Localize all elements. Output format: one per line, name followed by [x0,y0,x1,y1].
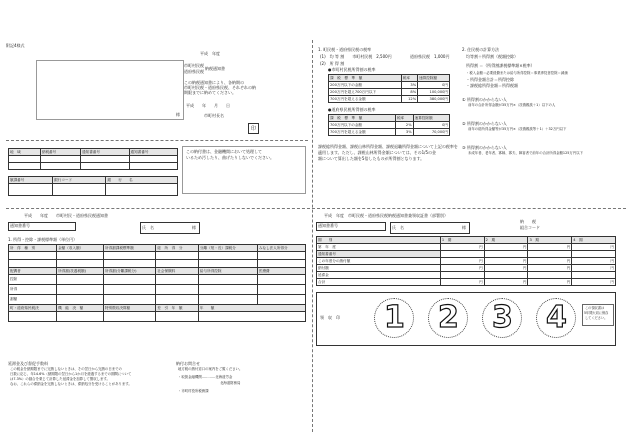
address-window [36,60,184,120]
bl-notes-2: この税金を納期限までに完納しないときは、その翌日から完納の日までの [10,367,122,371]
bl-section-title: 1. 所得・控除・課税標準額（単位円） [8,237,78,242]
rate-section-title: 1. 町民税・道府県民税の税率 [318,47,372,52]
muni-rate-table [328,74,450,103]
br-name-label: 氏 名 [392,225,404,230]
rate-paragraph-1: 課税総所得金額、課税山林所得金額、課税退職所得金額について上記の税率を [318,144,458,149]
rate-income-label: (2) 所 得 割 [320,61,345,66]
bl-income-table: 所 得 種 別 金額（収入額） 所得割課税標準額 総 所 得 分 分離（短・長）課税分 みなし法人所得分 配偶者 所得割(扶養税額) 所得割(分離課税分) 社会保険料 給与所得控除 医療費 控除 所得 割額 町・道府県民税決 機 能 決 額 特別徴収決算額 差 引 年 額 年 額 [8,244,306,322]
cut-line-bottom [6,208,626,209]
bl-name-label: 氏 名 [142,225,154,230]
circle-number-4: 4 [546,300,567,335]
receipt-label: 領 収 印 [320,315,340,320]
calc-section-title: 2. 住民税の計算方法 [462,47,500,52]
envelope-date: 平成 年 月 日 [186,103,230,108]
table-row: 納付額 円 円 円 円 [318,265,614,270]
hdr-billing-no: 納税番号 [40,149,80,156]
table-row: 700万円を超える金額 3% 70,000円 [330,129,448,134]
br-title: 平成 年度 市町民税・道府県民税納税通知書兼領収証書（部署別） [324,213,448,218]
calc-line-a: 均等割＋所得割（税額控除） [466,54,518,59]
left-bank-table [8,176,178,196]
circle-number-1: 1 [384,300,405,335]
hdr-code: 通知書番号 [129,149,178,156]
bottom-left-title: 平成 年度 市町村民・道府県民税通知書 [24,213,108,218]
muni-h-base: 課 税 標 準 額 [329,75,402,82]
table-row: この年度分の納付額 円 円 円 円 [318,258,614,263]
exempt-2-title: ② 所得割のかからない人 [462,121,507,126]
handling-note-box [182,146,306,194]
br-period-table: 期 別 1 期 2 期 3 期 4 期 第 年 度 円 円 円 円 通知書番号 この年度分の納付額 円 円 円 円 納付額 円 円 円 円 延滞金 合計 円 円 円 円 [318,237,614,284]
muni-h-rate: 税率 [401,75,417,82]
exempt-3-title: ③ 所得割のかからない人 [462,145,507,150]
table-row: 延滞金 [317,272,616,279]
hdr-tax-no: 通知書番号 [81,149,129,156]
issuer-name: 市町村長名 [204,113,224,118]
rate-flat-muni: (1) 均 等 割 市町村民税 2,500円 [320,54,392,59]
table-row: 200万円以下の金額 3% 0円 [330,82,448,87]
rate-paragraph-3: 額について算出した額を5倍したものが所得割となります。 [318,156,425,161]
bl-bank-list-2: 北海道財務局 [220,381,241,385]
cut-line-left [6,140,308,141]
table-row: 通知書番号 [317,251,616,258]
rate-paragraph-2: 適用します。ただし、課税山林所得金額については、その1/5の金 [318,150,437,155]
left-header-table [8,148,178,170]
br-fine-label: この年度分の納付額 [317,258,441,265]
pref-table-title: ●道府県民税所得割の税率 [328,107,376,112]
bl-notes-5: なお、これらの滞納金を完納しないときは、滞納処分を受けることがあります。 [10,382,132,386]
bl-bank-list-1: ・取扱金融機関…………北海道労金 [178,375,233,379]
bl-tsuchi-label: 通知書番号 [10,223,30,228]
bl-inquiry-detail: 地方税の納付窓口の案内をご覧ください。 [178,367,243,371]
exempt-3-detail: 未成年者、老年者、寡婦、寡夫、障害者で前年の合計所得金額125万円以下 [468,151,583,155]
handling-note-2: いるため汚したり、曲げたりしないでください。 [186,155,274,160]
br-sama: 様 [462,225,466,230]
retention-note-2: 5年間大切に保存 [584,311,609,315]
handling-note-1: この納付書は、金融機関において処理して [186,149,262,154]
hdr-branch: 銀行コード [53,177,106,184]
calc-line-e: ・課税総所得金額＝所得税額 [466,83,518,88]
hdr-bank: 銀 行 名 [106,177,178,184]
hdr-area: 地 域 [9,149,41,156]
br-payee: 納 税 [520,219,536,224]
hdr-payer: 賦課番号 [9,177,53,184]
calc-line-c: ・税入金額＝必要経費または給与所得控除＝事業専従者控除＝減価 [466,71,568,75]
retention-note-3: してください。 [585,316,608,320]
bl-notes-title: 延滞金及び督促手数料 [8,361,48,366]
calc-line-d: ・所得金額合計＝所得控除 [466,77,514,82]
seal-stamp: 印 [248,123,259,134]
bl-office: ・市町村役所税務課 [178,389,209,393]
bl-notes-3: 日数に応じ、年14.6%（納期限の翌日から1か月を経過するまでの期間について [10,372,132,376]
exempt-1-detail: 前年の合計所得金額が35万円×（扶養親族＋1）以下の人 [468,103,556,107]
bl-sama: 様 [192,225,196,230]
table-row: 第 年 度 円 円 円 円 [318,244,614,249]
notice-text-1: この納税通知書により、各納期の [184,80,244,85]
notice-text-2: 市町村民税・道府県民税、それぞれの納 [184,85,256,90]
circle-number-2: 2 [438,300,459,335]
form-title: 附記4様式 [6,43,25,48]
rate-flat-pref: 道府県民税 1,000円 [410,54,450,59]
br-payee-2: 組合コード [520,225,540,230]
pref-rate-table: 課 税 標 準 額 税率 速算控除額 700万円以下の金額 2% 0円 700万円を超える金額 3% 70,000円 [330,115,448,134]
br-period-label: 期 別 [317,237,441,244]
recipient-suffix: 様 [176,112,180,117]
exempt-2-detail: 前年の総所得金額等が35万円×（扶養親族等＋1）＋32万円以下 [468,127,567,131]
bl-notes-4: は7.3%）の割合を乗じて計算した延滞金を加算して徴収します。 [10,377,110,381]
muni-h-deduct: 速算控除額 [418,75,450,82]
calc-line-b: 所得割 ＝（所得割課税標準額×税率） [466,63,535,68]
table-row: 700万円を超える金額 12% 380,000円 [330,96,448,101]
envelope-doc-name: 納税通知書 [205,66,225,71]
bl-inquiry: 納付お問合せ [176,361,200,366]
retention-note-1: この領収書は [585,306,605,310]
center-fold-line [312,40,313,432]
envelope-tax-line2: 道府県民税 [184,69,204,74]
muni-table-title: ●市町村民税所得割の税率 [328,67,376,72]
br-tsuchi-label: 通知書番号 [318,223,338,228]
notice-text-3: 期限までに納めてください。 [184,90,236,95]
circle-number-3: 3 [492,300,513,335]
table-row: 合計 円 円 円 円 [318,279,614,284]
envelope-tax-line1: 市町村民税 [184,63,204,68]
exempt-1-title: ① 所得割のかからない人 [462,97,507,102]
envelope-year-label: 平成 年度 [200,51,220,56]
table-row: 700万円以下の金額 2% 0円 [330,122,448,127]
table-row: 200万円を超え700万円以下 8% 100,000円 [330,89,448,94]
